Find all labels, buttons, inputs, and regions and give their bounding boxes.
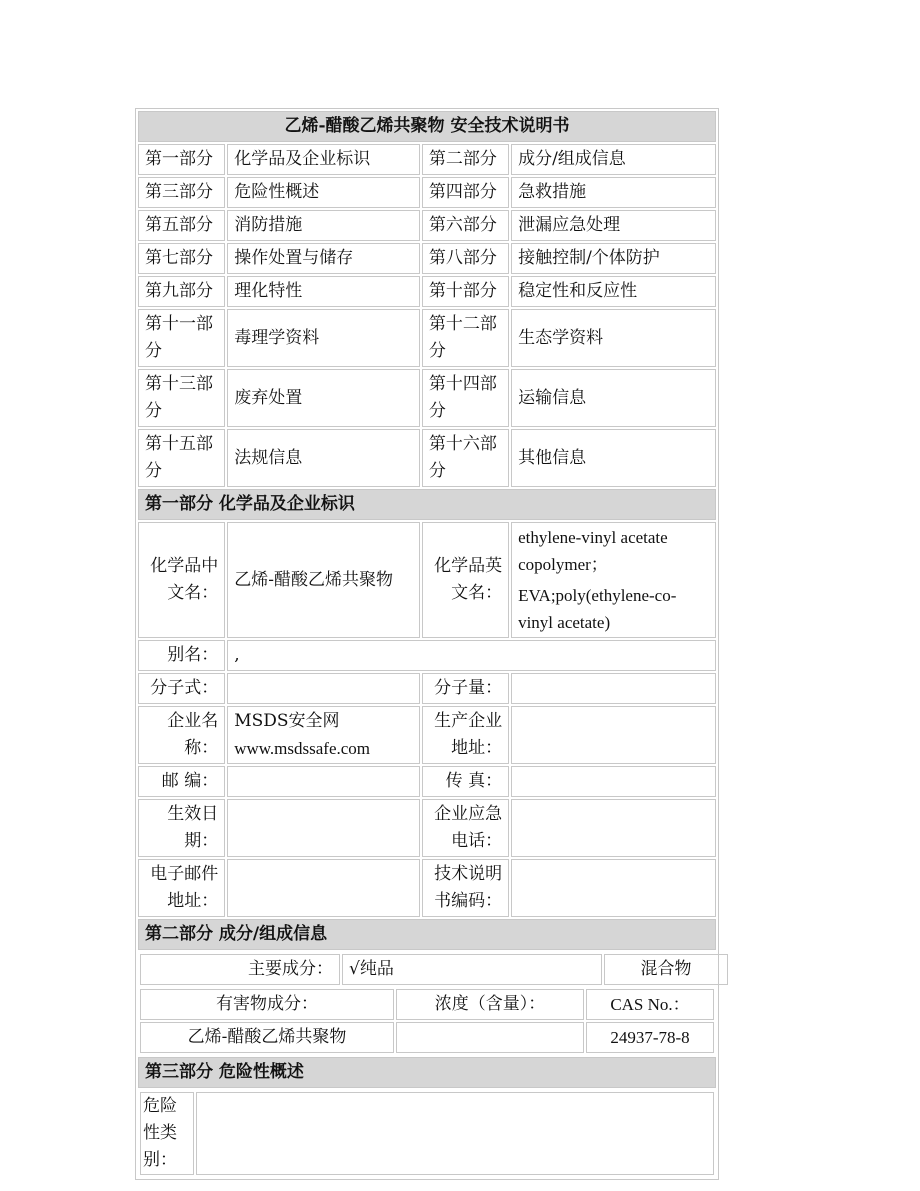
effective-date-label: 生效日期：	[138, 799, 225, 857]
en-name-line-2: EVA;poly(ethylene-co-vinyl acetate)	[518, 586, 677, 632]
en-name-value	[511, 522, 716, 638]
toc-part-number: 第一部分	[138, 144, 225, 175]
effective-date-row	[138, 799, 716, 857]
company-row	[138, 706, 716, 764]
section-3-heading: 第三部分 危险性概述	[138, 1057, 716, 1088]
toc-part-number: 第七部分	[138, 243, 225, 274]
toc-part-number: 第十二部分	[422, 309, 509, 367]
composition-table	[138, 952, 730, 987]
company-value	[227, 706, 420, 764]
company-name: MSDS安全网	[234, 711, 340, 731]
alias-row	[138, 640, 716, 671]
msds-table	[135, 108, 719, 1180]
effective-date-value	[227, 799, 420, 857]
alias-value: ,	[227, 640, 716, 671]
section-2-heading: 第二部分 成分/组成信息	[138, 919, 716, 950]
hazard-category-label: 危险性类别：	[140, 1092, 194, 1175]
component-name: 乙烯-醋酸乙烯共聚物	[140, 1022, 394, 1053]
email-value	[227, 859, 420, 917]
formula-label: 分子式：	[138, 673, 225, 704]
formula-value	[227, 673, 420, 704]
doc-code-label: 技术说明书编码：	[422, 859, 509, 917]
hazard-header-row	[140, 989, 714, 1020]
hazard-component-table	[138, 987, 716, 1055]
postcode-label: 邮 编：	[138, 766, 225, 797]
document-title: 乙烯-醋酸乙烯共聚物 安全技术说明书	[138, 111, 716, 142]
postcode-row	[138, 766, 716, 797]
toc-part-number: 第八部分	[422, 243, 509, 274]
toc-part-title[interactable]: 危险性概述	[227, 177, 420, 208]
composition-block	[138, 952, 716, 1055]
toc-row	[138, 144, 716, 175]
msds-document	[135, 108, 719, 1180]
toc-row	[138, 276, 716, 307]
toc-part-title[interactable]: 生态学资料	[511, 309, 716, 367]
formula-row	[138, 673, 716, 704]
concentration-value	[396, 1022, 584, 1053]
toc-part-title[interactable]: 理化特性	[227, 276, 420, 307]
cn-name-value: 乙烯-醋酸乙烯共聚物	[227, 522, 420, 638]
molecular-weight-label: 分子量：	[422, 673, 509, 704]
toc-part-title[interactable]: 泄漏应急处理	[511, 210, 716, 241]
emergency-phone-label: 企业应急电话：	[422, 799, 509, 857]
toc-row	[138, 369, 716, 427]
molecular-weight-value	[511, 673, 716, 704]
toc-row	[138, 309, 716, 367]
toc-row	[138, 210, 716, 241]
fax-value	[511, 766, 716, 797]
toc-part-number: 第二部分	[422, 144, 509, 175]
toc-part-title[interactable]: 消防措施	[227, 210, 420, 241]
toc-part-title[interactable]: 运输信息	[511, 369, 716, 427]
toc-part-title[interactable]: 操作处置与储存	[227, 243, 420, 274]
toc-row	[138, 177, 716, 208]
toc-part-title[interactable]: 毒理学资料	[227, 309, 420, 367]
pure-option: √纯品	[342, 954, 602, 985]
cas-header: CAS No.：	[586, 989, 714, 1020]
concentration-header: 浓度（含量）：	[396, 989, 584, 1020]
mixture-option: 混合物	[604, 954, 728, 985]
toc-part-number: 第十部分	[422, 276, 509, 307]
toc-part-number: 第九部分	[138, 276, 225, 307]
email-row	[138, 859, 716, 917]
toc-row	[138, 429, 716, 487]
hazard-data-row	[140, 1022, 714, 1053]
toc-part-title[interactable]: 成分/组成信息	[511, 144, 716, 175]
alias-label: 别名：	[138, 640, 225, 671]
toc-part-number: 第四部分	[422, 177, 509, 208]
toc-part-number: 第十三部分	[138, 369, 225, 427]
toc-part-number: 第六部分	[422, 210, 509, 241]
cas-number: 24937-78-8	[586, 1022, 714, 1053]
doc-code-value	[511, 859, 716, 917]
hazard-component-header: 有害物成分：	[140, 989, 394, 1020]
emergency-phone-value	[511, 799, 716, 857]
address-value	[511, 706, 716, 764]
toc-part-number: 第五部分	[138, 210, 225, 241]
toc-part-number: 第十六部分	[422, 429, 509, 487]
toc-part-title[interactable]: 化学品及企业标识	[227, 144, 420, 175]
toc-part-title[interactable]: 废弃处置	[227, 369, 420, 427]
toc-part-title[interactable]: 法规信息	[227, 429, 420, 487]
toc-part-number: 第十四部分	[422, 369, 509, 427]
toc-row	[138, 243, 716, 274]
toc-part-title[interactable]: 接触控制/个体防护	[511, 243, 716, 274]
postcode-value	[227, 766, 420, 797]
main-component-label: 主要成分：	[140, 954, 340, 985]
toc-part-title[interactable]: 其他信息	[511, 429, 716, 487]
toc-part-number: 第十五部分	[138, 429, 225, 487]
toc-part-title[interactable]: 急救措施	[511, 177, 716, 208]
hazard-category-table	[138, 1090, 716, 1177]
toc-part-title[interactable]: 稳定性和反应性	[511, 276, 716, 307]
hazard-category-block	[138, 1090, 716, 1177]
company-website-link[interactable]: www.msdssafe.com	[234, 739, 371, 758]
address-label: 生产企业地址：	[422, 706, 509, 764]
toc-part-number: 第十一部分	[138, 309, 225, 367]
toc-part-number: 第三部分	[138, 177, 225, 208]
section-1-heading: 第一部分 化学品及企业标识	[138, 489, 716, 520]
hazard-category-value	[196, 1092, 714, 1175]
en-name-label: 化学品英文名：	[422, 522, 509, 638]
email-label: 电子邮件地址：	[138, 859, 225, 917]
cn-name-label: 化学品中文名：	[138, 522, 225, 638]
en-name-line-1: ethylene-vinyl acetate copolymer；	[518, 528, 668, 574]
chemical-name-row	[138, 522, 716, 638]
company-label: 企业名称：	[138, 706, 225, 764]
fax-label: 传 真：	[422, 766, 509, 797]
main-component-row	[140, 954, 728, 985]
